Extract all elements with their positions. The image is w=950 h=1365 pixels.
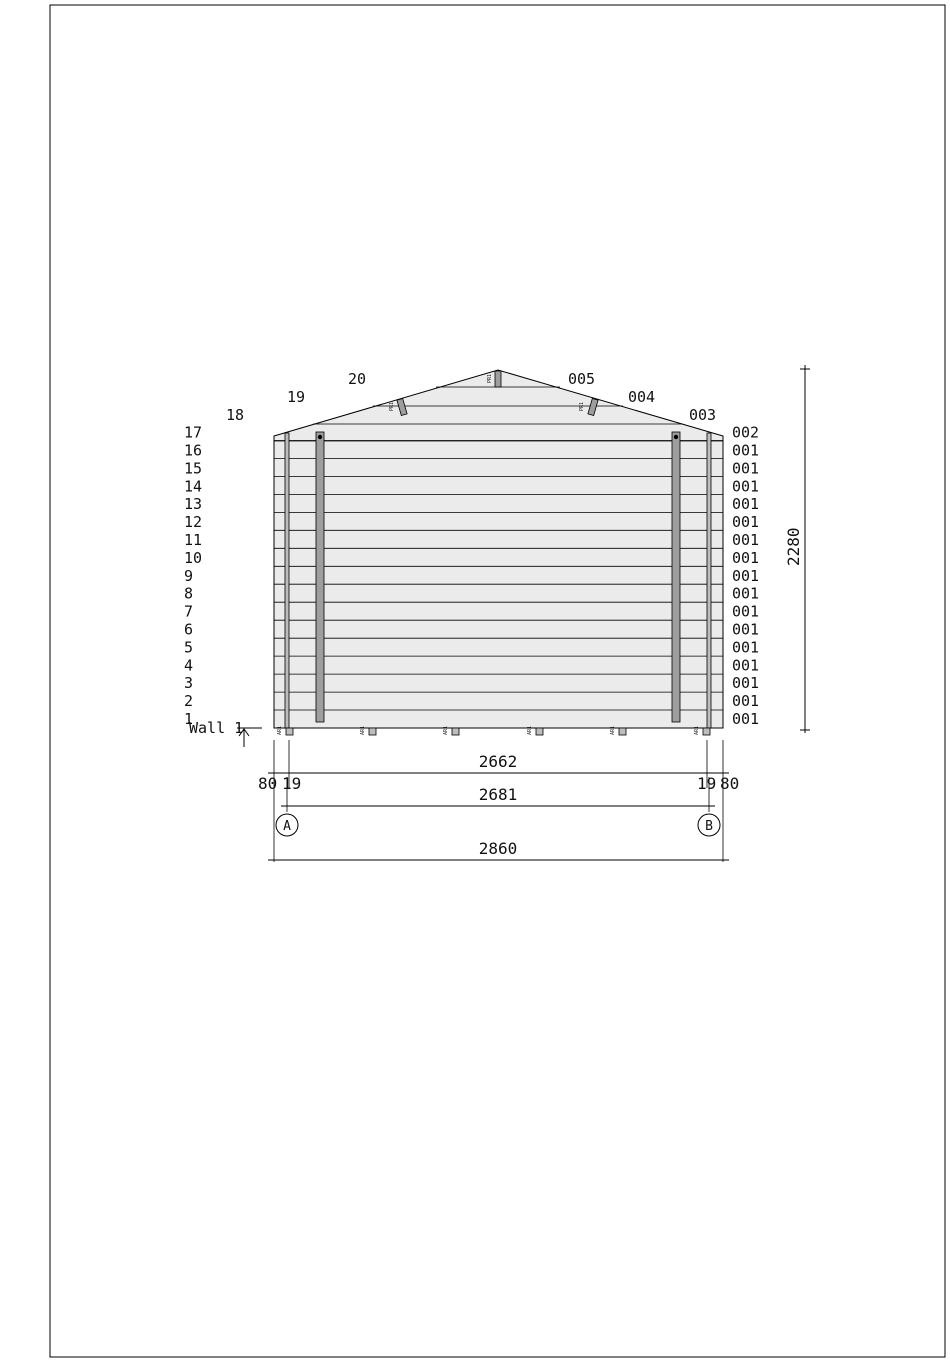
left-overhang-value: 80 bbox=[258, 774, 278, 793]
course-number: 13 bbox=[184, 495, 203, 514]
course-code: 001 bbox=[732, 584, 760, 603]
foundation-pier bbox=[286, 728, 293, 735]
wall-body bbox=[274, 370, 723, 728]
pier-tag: AR1 bbox=[443, 725, 449, 735]
pier-tag: AR1 bbox=[277, 725, 283, 735]
pier-tag: AR1 bbox=[360, 725, 366, 735]
axis-bubble-b bbox=[698, 814, 720, 836]
inner-width-value: 2662 bbox=[478, 752, 518, 771]
course-code: 001 bbox=[732, 477, 760, 496]
course-code: 001 bbox=[732, 620, 760, 639]
gable-label-004: 004 bbox=[628, 388, 656, 406]
course-number: 2 bbox=[184, 692, 194, 711]
course-code: 002 bbox=[732, 423, 760, 442]
course-code: 001 bbox=[732, 548, 760, 567]
course-number: 6 bbox=[184, 620, 194, 639]
right-rod-bolt bbox=[674, 435, 678, 439]
pier-tag: AR1 bbox=[610, 725, 616, 735]
course-code: 001 bbox=[732, 692, 760, 711]
foundation-pier bbox=[452, 728, 459, 735]
gable-label-005: 005 bbox=[568, 370, 596, 388]
course-number: 15 bbox=[184, 459, 203, 478]
overall-width-value: 2860 bbox=[478, 839, 518, 858]
right-offset-value: 19 bbox=[697, 774, 717, 793]
foundation-pier bbox=[369, 728, 376, 735]
course-number: 8 bbox=[184, 584, 194, 603]
course-code: 001 bbox=[732, 495, 760, 514]
course-code: 001 bbox=[732, 513, 760, 532]
course-number: 11 bbox=[184, 531, 203, 549]
course-code: 001 bbox=[732, 656, 760, 675]
course-number: 3 bbox=[184, 674, 194, 693]
left-corner-post bbox=[285, 433, 289, 728]
left-rod-bolt bbox=[318, 435, 322, 439]
course-code: 001 bbox=[732, 674, 760, 693]
right-corner-post bbox=[707, 433, 711, 728]
left-purlin-tag: PR1 bbox=[389, 401, 395, 411]
foundation-pier bbox=[703, 728, 710, 735]
course-code: 001 bbox=[732, 710, 760, 728]
foundation-pier bbox=[536, 728, 543, 735]
course-code: 001 bbox=[732, 602, 760, 621]
height-dimension-value: 2280 bbox=[784, 527, 803, 566]
right-course-labels bbox=[732, 424, 759, 728]
course-code: 001 bbox=[732, 638, 760, 657]
gable-label-18: 18 bbox=[226, 406, 245, 424]
course-number: 10 bbox=[184, 548, 203, 567]
course-number: 17 bbox=[184, 423, 203, 442]
right-tension-rod bbox=[672, 432, 680, 722]
course-code: 001 bbox=[732, 441, 760, 460]
axis-width-value: 2681 bbox=[478, 785, 518, 804]
right-overhang-value: 80 bbox=[720, 774, 740, 793]
course-number: 12 bbox=[184, 513, 203, 532]
width-dimensions bbox=[258, 740, 739, 862]
gable-label-19: 19 bbox=[287, 388, 306, 406]
wall-label: Wall 1 bbox=[189, 719, 244, 737]
gable-label-20: 20 bbox=[348, 370, 367, 388]
axis-bubble-a bbox=[276, 814, 298, 836]
right-purlin-tag: PR1 bbox=[579, 401, 585, 411]
course-number: 14 bbox=[184, 477, 203, 496]
left-course-labels bbox=[184, 424, 202, 728]
course-number: 1 bbox=[184, 710, 194, 728]
gable-label-003: 003 bbox=[689, 406, 717, 424]
course-number: 16 bbox=[184, 441, 203, 460]
course-number: 5 bbox=[184, 638, 194, 657]
foundation-pier bbox=[619, 728, 626, 735]
left-tension-rod bbox=[316, 432, 324, 722]
course-code: 001 bbox=[732, 566, 760, 585]
svg-text:B: B bbox=[705, 819, 713, 834]
course-number: 7 bbox=[184, 602, 194, 621]
course-number: 9 bbox=[184, 566, 194, 585]
ridge-purlin-tag: PR1 bbox=[487, 373, 493, 383]
course-code: 001 bbox=[732, 459, 760, 478]
left-offset-value: 19 bbox=[282, 774, 302, 793]
pier-tag: AR1 bbox=[527, 725, 533, 735]
pier-tag: AR1 bbox=[694, 725, 700, 735]
height-dimension bbox=[784, 365, 810, 733]
ridge-purlin bbox=[495, 371, 501, 387]
svg-text:A: A bbox=[283, 819, 291, 834]
course-number: 4 bbox=[184, 656, 194, 675]
course-code: 001 bbox=[732, 531, 760, 549]
